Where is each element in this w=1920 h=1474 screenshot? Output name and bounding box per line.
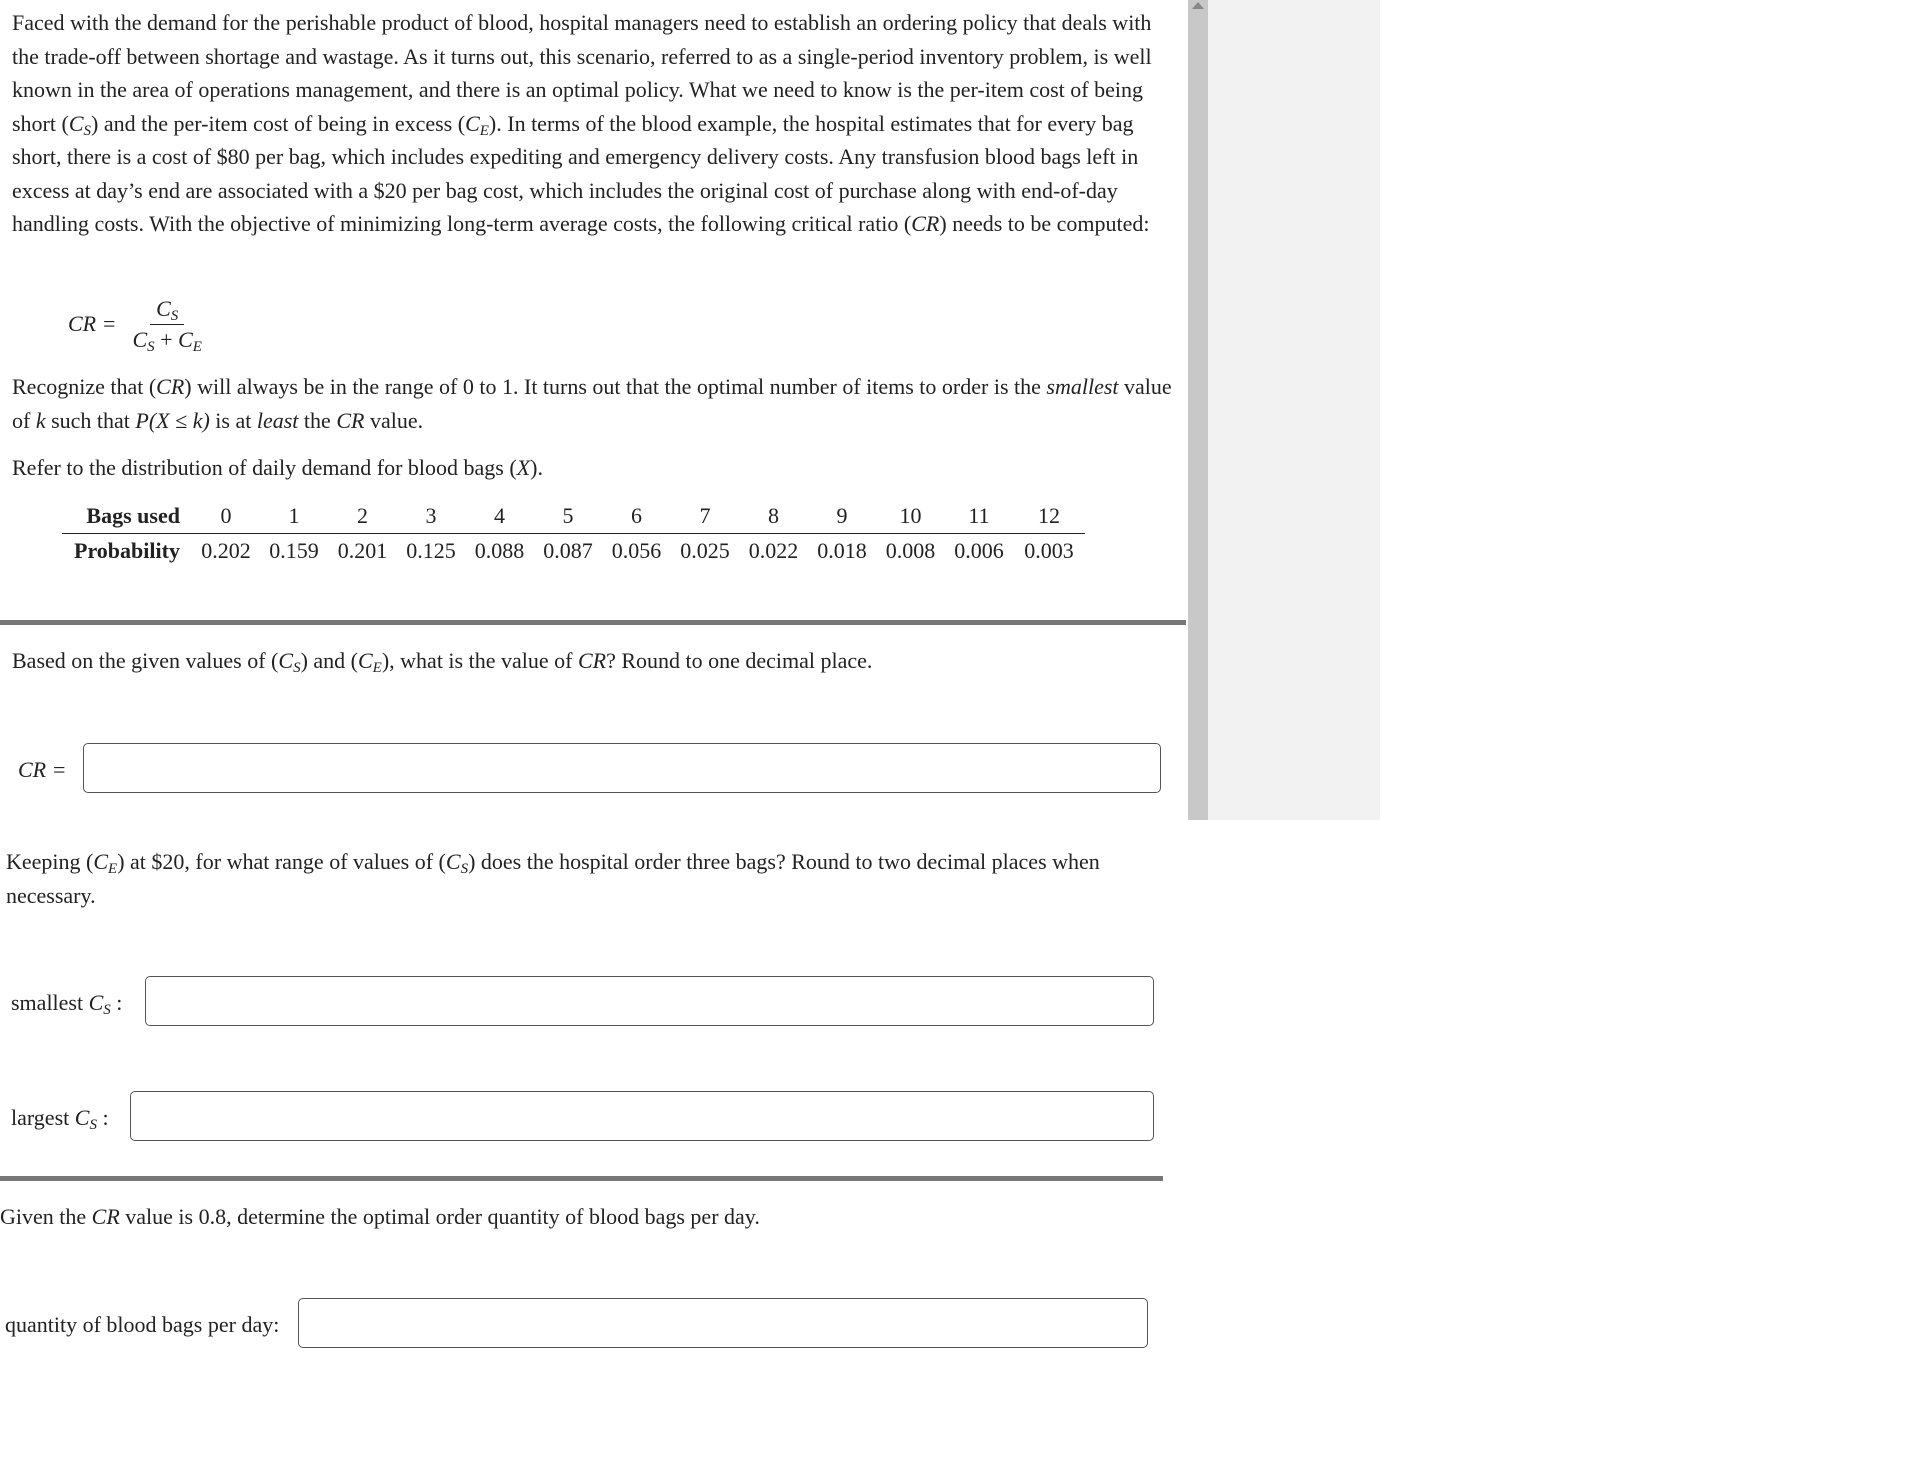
table-header-bags-used: Bags used	[62, 499, 192, 534]
table-cell: 8	[739, 499, 808, 534]
formula-fraction	[126, 296, 207, 353]
table-cell: 7	[671, 499, 739, 534]
table-cell: 0.125	[406, 538, 456, 563]
table-cell: 0.022	[748, 538, 799, 563]
question-1-text: Based on the given values of $(C_S)$ and $(C_E)$, what is the value of CR? Round to one decimal place.	[12, 648, 873, 676]
table-cell: 3	[397, 499, 465, 534]
table-cell: 0.018	[817, 538, 867, 563]
formula-numerator: $C_S$	[150, 296, 184, 325]
question-3-text: Given the CR value is 0.8, determine the optimal order quantity of blood bags per day.	[0, 1204, 760, 1229]
formula-lhs: CR =	[68, 311, 117, 336]
table-cell: 0.088	[474, 538, 525, 563]
table-cell: 4	[465, 499, 534, 534]
critical-ratio-formula	[68, 292, 208, 356]
question-2-text: Keeping $(C_E)$ at $20, for what range of values of $(C_S)$ does the hospital order three bags? Round to two decimal places when necessary.	[6, 849, 1100, 908]
vertical-scrollbar[interactable]	[1188, 0, 1208, 820]
scroll-up-arrow-icon[interactable]	[1192, 2, 1204, 9]
quantity-input[interactable]	[298, 1298, 1148, 1348]
table-cell: 10	[876, 499, 945, 534]
refer-paragraph: Refer to the distribution of daily demand for blood bags (X).	[12, 455, 543, 480]
table-cell: 0.025	[680, 538, 730, 563]
table-cell: 2	[328, 499, 397, 534]
table-cell: 0.006	[954, 538, 1004, 563]
table-cell: 0.056	[611, 538, 662, 563]
table-cell: 0.202	[201, 538, 251, 563]
section-divider	[0, 1176, 1163, 1181]
formula-denominator: $C_S + C_E$	[132, 326, 202, 355]
side-panel	[1208, 0, 1380, 820]
section-divider	[0, 620, 1186, 625]
largest-cs-label: largest $C_S$ :	[11, 1105, 109, 1133]
table-cell: 5	[534, 499, 602, 534]
table-cell: 0.201	[337, 538, 388, 563]
smallest-cs-label: smallest $C_S$ :	[11, 990, 123, 1018]
cr-input-label: CR =	[18, 757, 67, 782]
intro-paragraph: Faced with the demand for the perishable product of blood, hospital managers need to establish an ordering policy that deals with the trade-off between shortage and wastage. As it turns out, this scenario, referred to as a single-period inventory problem, is well known in the area of operations management, and there is an optimal policy. What we need to know is the per-item cost of being short $(C_S)$ and the per-item cost of being in excess $(C_E)$. In terms of the blood example, the hospital estimates that for every bag short, there is a cost of $80 per bag, which includes expediting and emergency delivery costs. Any transfusion blood bags left in excess at day’s end are associated with a $20 per bag cost, which includes the original cost of purchase along with end-of-day handling costs. With the objective of minimizing long-term average costs, the following critical ratio (CR) needs to be computed:	[12, 10, 1152, 236]
table-cell: 0.087	[543, 538, 593, 563]
quantity-input-label: quantity of blood bags per day:	[5, 1312, 280, 1337]
table-header-probability: Probability	[74, 538, 180, 563]
largest-cs-input[interactable]	[130, 1091, 1154, 1141]
table-cell: 11	[945, 499, 1013, 534]
table-cell: 0	[192, 499, 260, 534]
table-row-probability	[62, 534, 1085, 569]
table-cell: 1	[260, 499, 328, 534]
table-cell: 12	[1013, 499, 1085, 534]
table-cell: 9	[808, 499, 876, 534]
cr-input[interactable]	[83, 743, 1161, 793]
recognize-paragraph: Recognize that (CR) will always be in the range of 0 to 1. It turns out that the optimal number of items to order is the smallest value of k such that P(X ≤ k) is at least the CR value.	[12, 374, 1172, 433]
table-cell: 0.159	[269, 538, 319, 563]
table-cell: 0.003	[1024, 538, 1074, 563]
table-cell: 0.008	[885, 538, 936, 563]
table-row-bags	[62, 499, 1085, 534]
demand-distribution-table	[62, 499, 1085, 568]
smallest-cs-input[interactable]	[145, 976, 1154, 1026]
table-cell: 6	[602, 499, 671, 534]
